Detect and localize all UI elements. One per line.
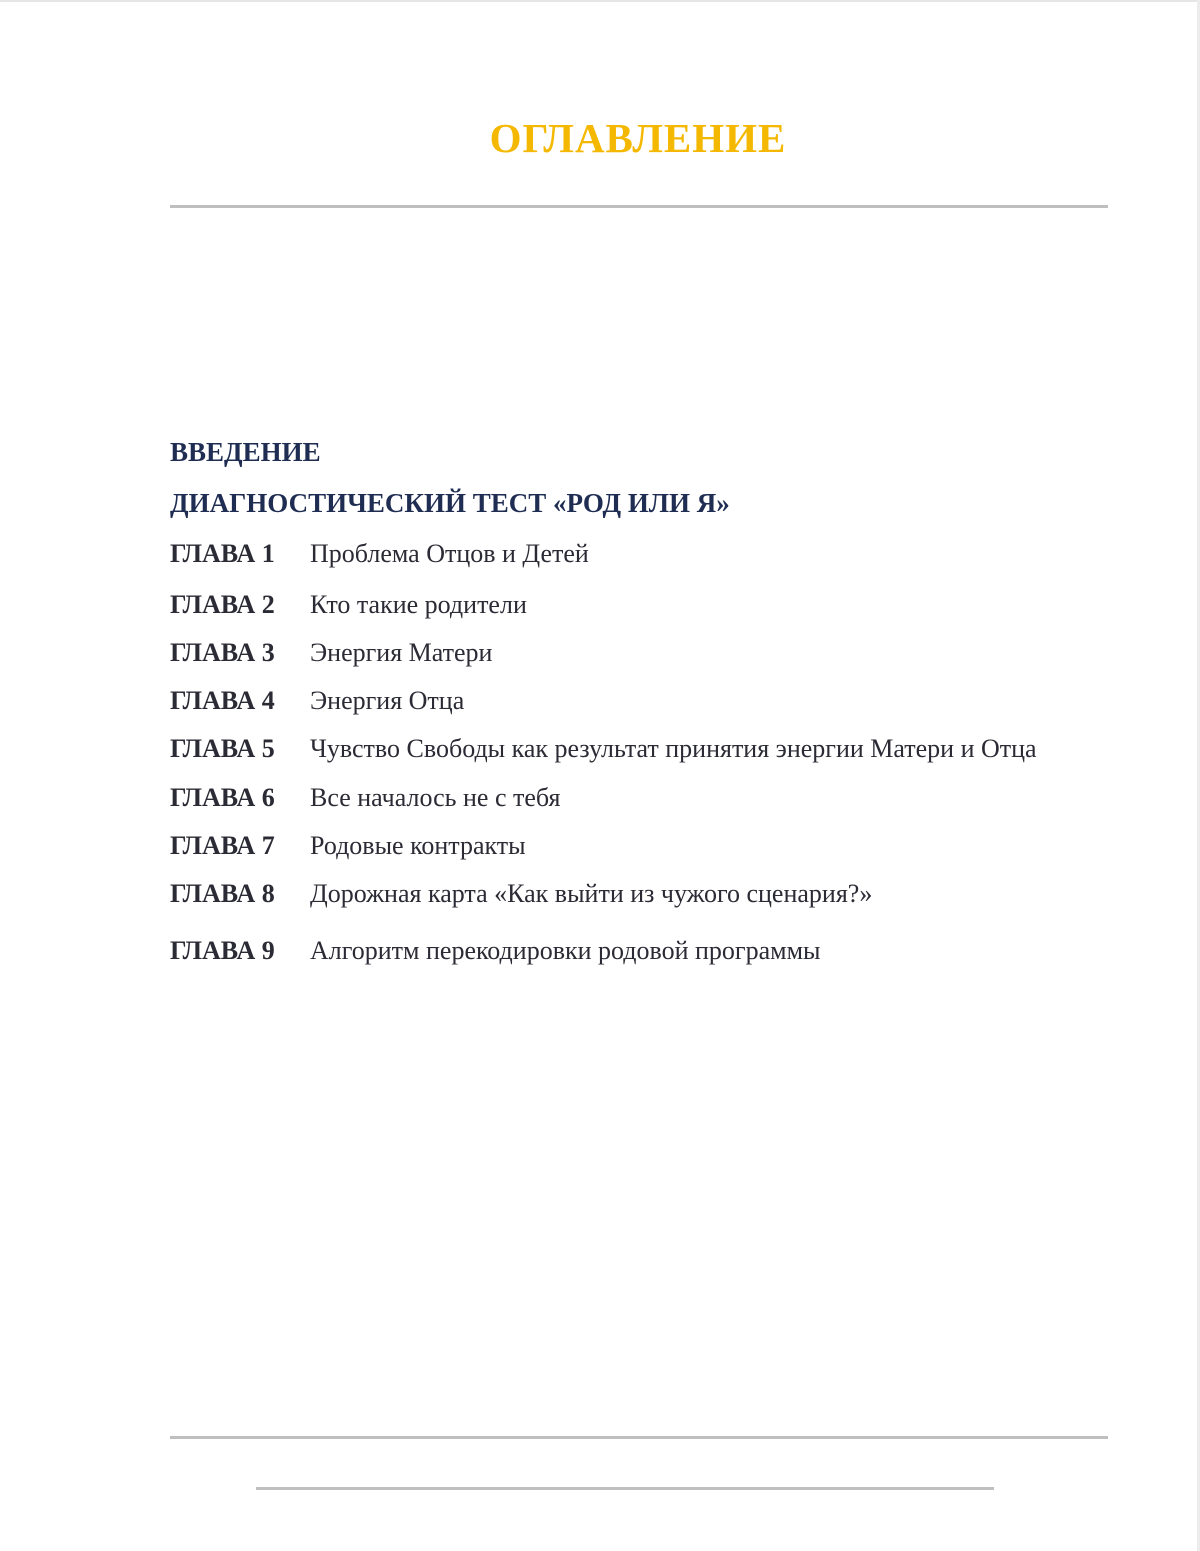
chapter-title: Энергия Матери [310,638,493,667]
bottom-divider [170,1436,1108,1439]
chapter-title: Проблема Отцов и Детей [310,539,589,568]
chapter-title: Алгоритм перекодировки родовой программы [310,936,821,965]
chapter-label: ГЛАВА 7 [170,831,275,860]
chapter-title: Энергия Отца [310,686,465,715]
chapter-label: ГЛАВА 6 [170,783,275,812]
toc-heading-diagnostic-test[interactable]: ДИАГНОСТИЧЕСКИЙ ТЕСТ «РОД ИЛИ Я» [170,488,730,518]
chapter-label: ГЛАВА 2 [170,590,275,619]
chapter-title: Дорожная карта «Как выйти из чужого сценария?» [310,879,873,908]
footer-divider [256,1487,994,1490]
chapter-title: Чувство Свободы как результат принятия энергии Матери и Отца [310,734,1037,763]
chapter-label: ГЛАВА 1 [170,539,275,568]
chapter-label: ГЛАВА 9 [170,936,275,965]
chapter-label: ГЛАВА 5 [170,734,275,763]
toc-heading-introduction[interactable]: ВВЕДЕНИЕ [170,437,321,467]
page-edge-top [0,0,1200,2]
title-divider [170,205,1108,208]
page-title: ОГЛАВЛЕНИЕ [489,115,787,161]
chapter-label: ГЛАВА 8 [170,879,275,908]
chapter-label: ГЛАВА 3 [170,638,275,667]
chapter-label: ГЛАВА 4 [170,686,275,715]
chapter-title: Все началось не с тебя [310,783,561,812]
chapter-title: Кто такие родители [310,590,527,619]
chapter-title: Родовые контракты [310,831,526,860]
